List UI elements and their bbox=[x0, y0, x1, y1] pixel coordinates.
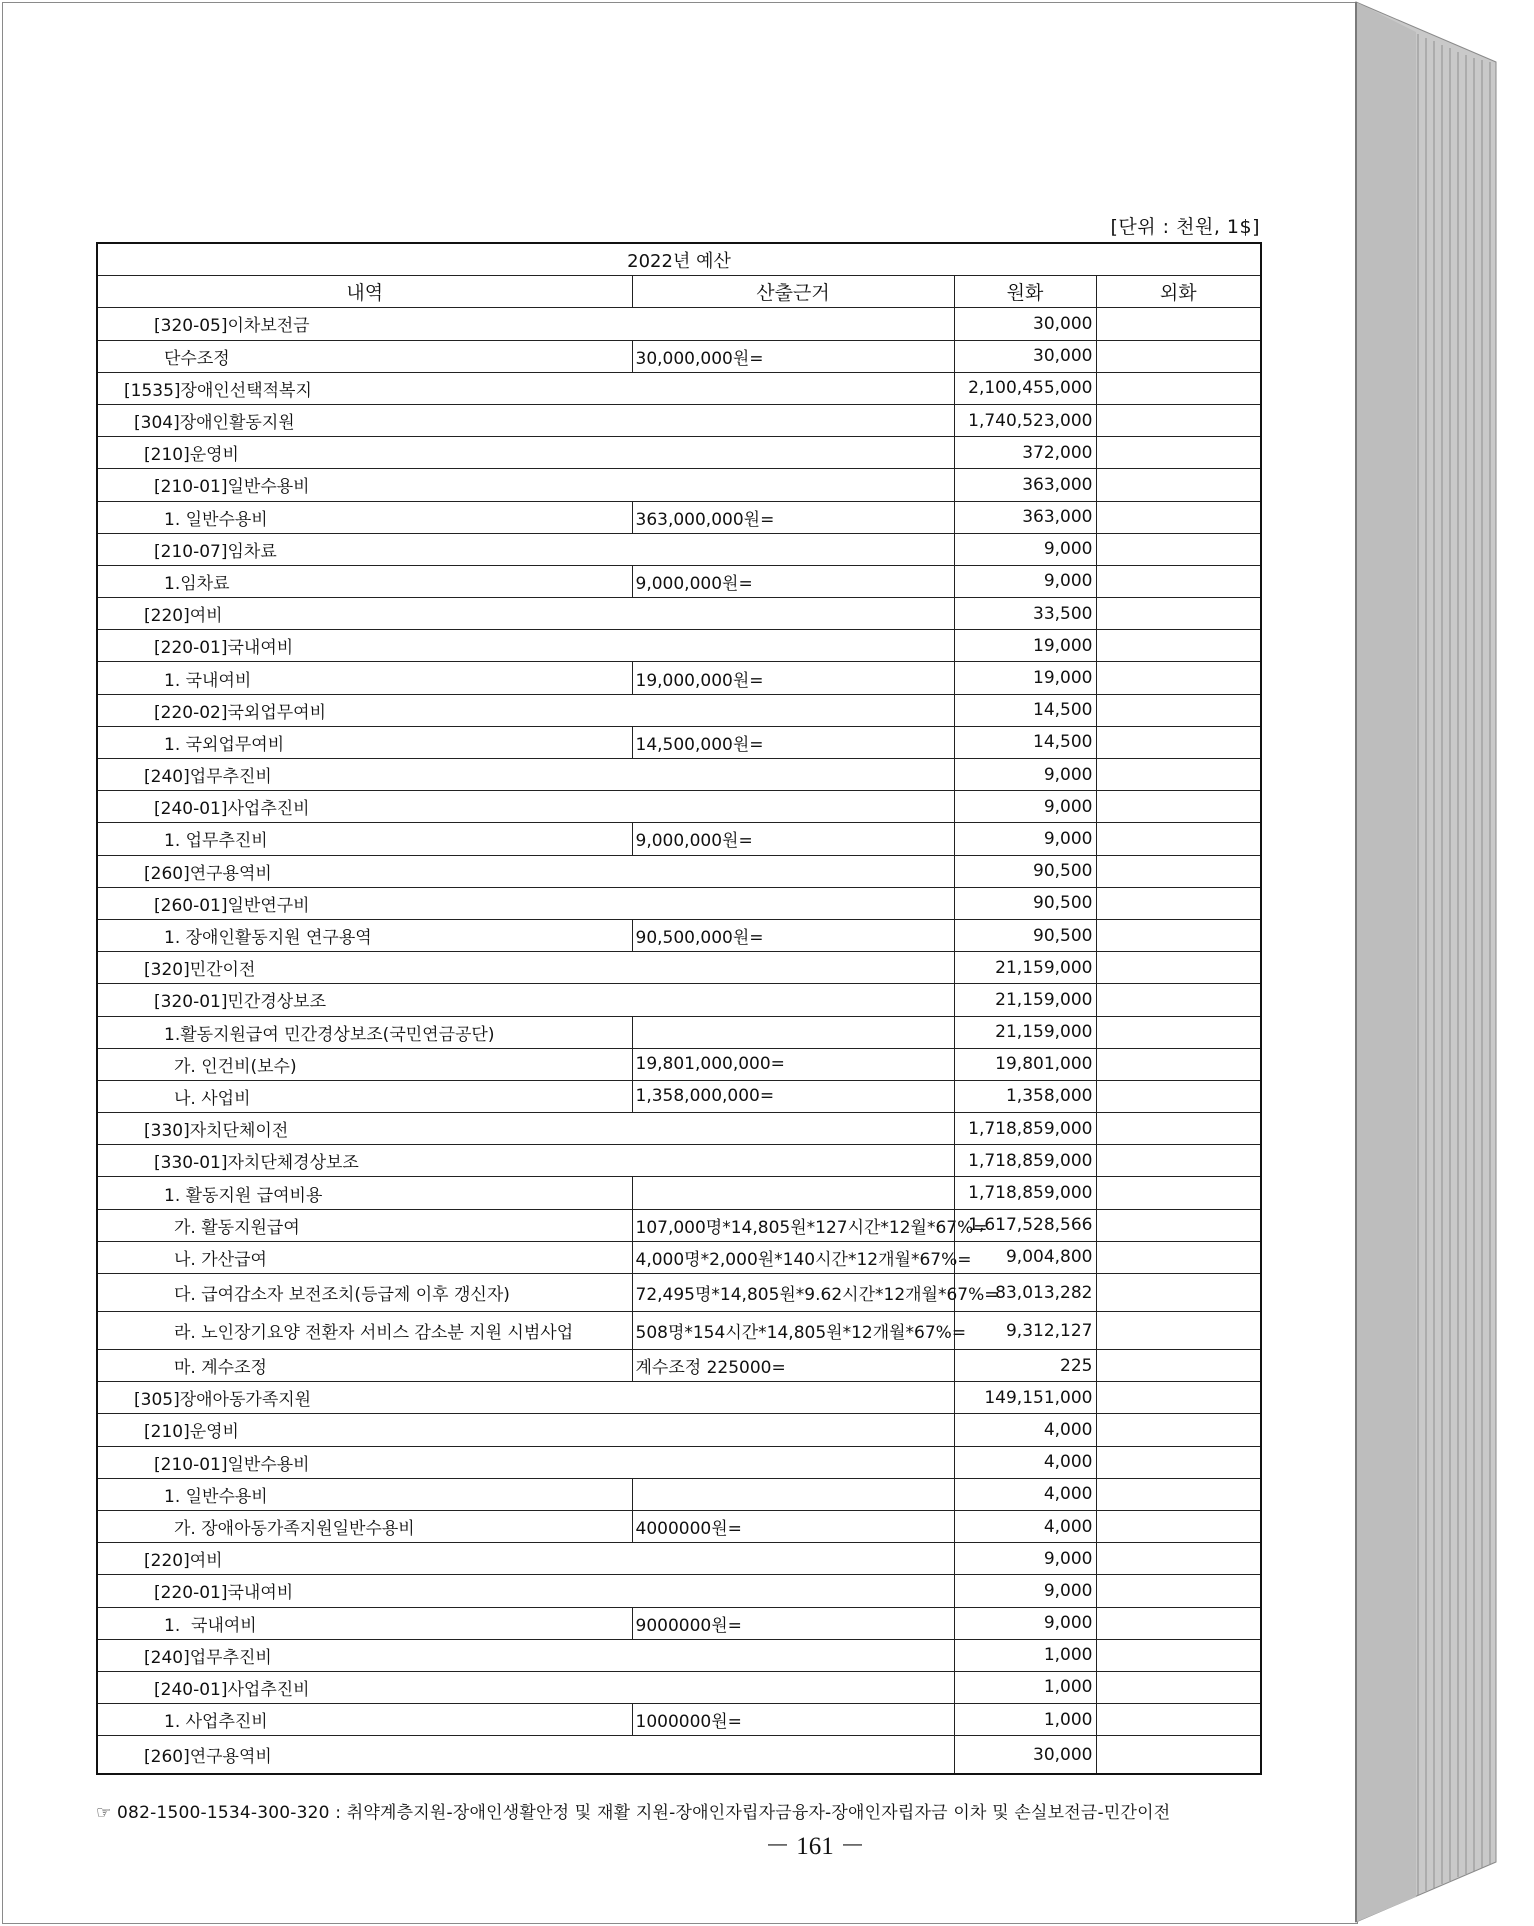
row-amount-krw: 21,159,000 bbox=[954, 1016, 1096, 1048]
row-amount-foreign bbox=[1096, 1478, 1261, 1510]
table-row bbox=[97, 437, 1261, 469]
table-row bbox=[97, 759, 1261, 791]
row-basis: 1000000원= bbox=[632, 1704, 954, 1736]
page-number-text: － 161 － bbox=[764, 1833, 865, 1860]
row-basis: 19,000,000원= bbox=[632, 662, 954, 694]
row-description: 단수조정 bbox=[97, 340, 632, 372]
row-amount-foreign bbox=[1096, 1575, 1261, 1607]
row-amount-krw: 9,000 bbox=[954, 1543, 1096, 1575]
page-stack-edge bbox=[1356, 2, 1496, 1922]
row-basis: 14,500,000원= bbox=[632, 726, 954, 758]
table-row bbox=[97, 1241, 1261, 1273]
table-row bbox=[97, 919, 1261, 951]
table-row bbox=[97, 469, 1261, 501]
row-description: 가. 활동지원급여 bbox=[97, 1209, 632, 1241]
row-amount-krw: 363,000 bbox=[954, 469, 1096, 501]
row-basis bbox=[632, 1478, 954, 1510]
row-basis: 9000000원= bbox=[632, 1607, 954, 1639]
table-row bbox=[97, 726, 1261, 758]
row-amount-krw: 30,000 bbox=[954, 340, 1096, 372]
row-amount-foreign bbox=[1096, 1543, 1261, 1575]
row-amount-foreign bbox=[1096, 1274, 1261, 1312]
table-row bbox=[97, 501, 1261, 533]
table-row bbox=[97, 404, 1261, 436]
row-amount-krw: 9,000 bbox=[954, 1575, 1096, 1607]
row-amount-krw: 14,500 bbox=[954, 726, 1096, 758]
table-row bbox=[97, 598, 1261, 630]
row-amount-foreign bbox=[1096, 1177, 1261, 1209]
row-amount-foreign bbox=[1096, 598, 1261, 630]
table-row bbox=[97, 340, 1261, 372]
row-amount-krw: 372,000 bbox=[954, 437, 1096, 469]
row-basis: 363,000,000원= bbox=[632, 501, 954, 533]
row-amount-foreign bbox=[1096, 952, 1261, 984]
row-amount-foreign bbox=[1096, 1145, 1261, 1177]
row-description: [260]연구용역비 bbox=[97, 855, 954, 887]
table-body bbox=[97, 308, 1261, 1774]
page-number bbox=[0, 1826, 1354, 1862]
header-foreign: 외화 bbox=[1096, 276, 1261, 308]
row-basis: 4000000원= bbox=[632, 1510, 954, 1542]
row-amount-krw: 90,500 bbox=[954, 919, 1096, 951]
table-row bbox=[97, 1274, 1261, 1312]
row-amount-krw: 30,000 bbox=[954, 1736, 1096, 1775]
table-row bbox=[97, 1575, 1261, 1607]
table-row bbox=[97, 630, 1261, 662]
table-row bbox=[97, 1671, 1261, 1703]
table-row bbox=[97, 533, 1261, 565]
row-amount-krw: 4,000 bbox=[954, 1446, 1096, 1478]
row-description: 라. 노인장기요양 전환자 서비스 감소분 지원 시범사업 bbox=[97, 1312, 632, 1350]
row-description: [220]여비 bbox=[97, 598, 954, 630]
row-amount-krw: 19,000 bbox=[954, 630, 1096, 662]
row-description: 1. 장애인활동지원 연구용역 bbox=[97, 919, 632, 951]
row-amount-krw: 1,358,000 bbox=[954, 1080, 1096, 1112]
row-amount-krw: 19,000 bbox=[954, 662, 1096, 694]
row-description: [1535]장애인선택적복지 bbox=[97, 372, 954, 404]
row-amount-foreign bbox=[1096, 1048, 1261, 1080]
row-amount-foreign bbox=[1096, 533, 1261, 565]
row-amount-foreign bbox=[1096, 1312, 1261, 1350]
row-description: [240]업무추진비 bbox=[97, 1639, 954, 1671]
row-amount-foreign bbox=[1096, 501, 1261, 533]
row-amount-krw: 4,000 bbox=[954, 1510, 1096, 1542]
footnote: ☞ 082-1500-1534-300-320 : 취약계층지원-장애인생활안정 및 재활 지원-장애인자립자금융자-장애인자립자금 이차 및 손실보전금-민간이전 bbox=[96, 1803, 1171, 1823]
row-amount-krw: 225 bbox=[954, 1350, 1096, 1382]
table-row bbox=[97, 823, 1261, 855]
row-amount-foreign bbox=[1096, 1736, 1261, 1775]
row-amount-foreign bbox=[1096, 404, 1261, 436]
table-row bbox=[97, 372, 1261, 404]
row-description: [320-05]이차보전금 bbox=[97, 308, 954, 340]
row-amount-foreign bbox=[1096, 1671, 1261, 1703]
row-basis: 1,358,000,000= bbox=[632, 1080, 954, 1112]
row-description: [220-02]국외업무여비 bbox=[97, 694, 954, 726]
row-amount-krw: 9,000 bbox=[954, 791, 1096, 823]
header-krw: 원화 bbox=[954, 276, 1096, 308]
row-amount-foreign bbox=[1096, 565, 1261, 597]
row-amount-foreign bbox=[1096, 791, 1261, 823]
row-amount-krw: 30,000 bbox=[954, 308, 1096, 340]
row-description: 1. 일반수용비 bbox=[97, 1478, 632, 1510]
row-amount-krw: 14,500 bbox=[954, 694, 1096, 726]
row-amount-krw: 363,000 bbox=[954, 501, 1096, 533]
table-row bbox=[97, 1607, 1261, 1639]
row-description: [240-01]사업추진비 bbox=[97, 791, 954, 823]
table-row bbox=[97, 662, 1261, 694]
row-description: [210]운영비 bbox=[97, 437, 954, 469]
row-description: 다. 급여감소자 보전조치(등급제 이후 갱신자) bbox=[97, 1274, 632, 1312]
row-amount-foreign bbox=[1096, 662, 1261, 694]
row-description: [220]여비 bbox=[97, 1543, 954, 1575]
row-amount-krw: 21,159,000 bbox=[954, 984, 1096, 1016]
table-row bbox=[97, 952, 1261, 984]
row-amount-foreign bbox=[1096, 855, 1261, 887]
row-description: [220-01]국내여비 bbox=[97, 1575, 954, 1607]
row-description: 1. 국외업무여비 bbox=[97, 726, 632, 758]
row-description: [210-01]일반수용비 bbox=[97, 469, 954, 501]
table-row bbox=[97, 1639, 1261, 1671]
row-amount-foreign bbox=[1096, 1080, 1261, 1112]
table-row bbox=[97, 1080, 1261, 1112]
row-basis: 9,000,000원= bbox=[632, 565, 954, 597]
row-amount-krw: 9,000 bbox=[954, 759, 1096, 791]
row-basis bbox=[632, 1177, 954, 1209]
row-amount-foreign bbox=[1096, 1607, 1261, 1639]
table-row bbox=[97, 1543, 1261, 1575]
table-row bbox=[97, 887, 1261, 919]
row-basis: 계수조정 225000= bbox=[632, 1350, 954, 1382]
header-basis: 산출근거 bbox=[632, 276, 954, 308]
row-basis: 9,000,000원= bbox=[632, 823, 954, 855]
row-amount-foreign bbox=[1096, 1209, 1261, 1241]
row-description: [320-01]민간경상보조 bbox=[97, 984, 954, 1016]
row-description: [304]장애인활동지원 bbox=[97, 404, 954, 436]
row-description: 1. 국내여비 bbox=[97, 662, 632, 694]
row-description: [260]연구용역비 bbox=[97, 1736, 954, 1775]
row-amount-foreign bbox=[1096, 694, 1261, 726]
row-basis: 90,500,000원= bbox=[632, 919, 954, 951]
row-description: [220-01]국내여비 bbox=[97, 630, 954, 662]
table-title: 2022년 예산 bbox=[97, 243, 1261, 276]
row-description: 1. 일반수용비 bbox=[97, 501, 632, 533]
row-amount-krw: 1,000 bbox=[954, 1639, 1096, 1671]
row-amount-krw: 90,500 bbox=[954, 887, 1096, 919]
table-row bbox=[97, 1510, 1261, 1542]
row-amount-foreign bbox=[1096, 1639, 1261, 1671]
unit-label: [단위 : 천원, 1$] bbox=[1110, 216, 1260, 238]
row-amount-foreign bbox=[1096, 308, 1261, 340]
row-amount-foreign bbox=[1096, 919, 1261, 951]
table-row bbox=[97, 694, 1261, 726]
row-amount-krw: 2,100,455,000 bbox=[954, 372, 1096, 404]
row-amount-foreign bbox=[1096, 340, 1261, 372]
row-description: 가. 인건비(보수) bbox=[97, 1048, 632, 1080]
row-amount-krw: 19,801,000 bbox=[954, 1048, 1096, 1080]
table-row bbox=[97, 1350, 1261, 1382]
table-row bbox=[97, 565, 1261, 597]
row-description: 1. 사업추진비 bbox=[97, 1704, 632, 1736]
row-amount-foreign bbox=[1096, 469, 1261, 501]
table-row bbox=[97, 1736, 1261, 1775]
table-row bbox=[97, 984, 1261, 1016]
row-description: 1. 활동지원 급여비용 bbox=[97, 1177, 632, 1209]
table-row bbox=[97, 1312, 1261, 1350]
row-amount-krw: 9,000 bbox=[954, 533, 1096, 565]
row-description: 나. 가산급여 bbox=[97, 1241, 632, 1273]
row-amount-krw: 149,151,000 bbox=[954, 1382, 1096, 1414]
row-amount-krw: 1,718,859,000 bbox=[954, 1177, 1096, 1209]
budget-table bbox=[96, 242, 1262, 1775]
row-description: 1.임차료 bbox=[97, 565, 632, 597]
row-basis: 30,000,000원= bbox=[632, 340, 954, 372]
table-row bbox=[97, 1145, 1261, 1177]
table-row bbox=[97, 791, 1261, 823]
row-amount-foreign bbox=[1096, 1016, 1261, 1048]
row-amount-foreign bbox=[1096, 1241, 1261, 1273]
row-description: [260-01]일반연구비 bbox=[97, 887, 954, 919]
row-basis: 4,000명*2,000원*140시간*12개월*67%= bbox=[632, 1241, 954, 1273]
table-row bbox=[97, 855, 1261, 887]
row-amount-foreign bbox=[1096, 372, 1261, 404]
table-row bbox=[97, 1478, 1261, 1510]
row-description: [320]민간이전 bbox=[97, 952, 954, 984]
row-amount-krw: 90,500 bbox=[954, 855, 1096, 887]
row-amount-foreign bbox=[1096, 1382, 1261, 1414]
row-description: [210-01]일반수용비 bbox=[97, 1446, 954, 1478]
row-amount-krw: 1,718,859,000 bbox=[954, 1145, 1096, 1177]
row-basis: 508명*154시간*14,805원*12개월*67%= bbox=[632, 1312, 954, 1350]
row-amount-foreign bbox=[1096, 1446, 1261, 1478]
row-amount-foreign bbox=[1096, 1350, 1261, 1382]
row-amount-krw: 9,000 bbox=[954, 1607, 1096, 1639]
row-amount-foreign bbox=[1096, 630, 1261, 662]
row-amount-krw: 1,617,528,566 bbox=[954, 1209, 1096, 1241]
row-amount-krw: 83,013,282 bbox=[954, 1274, 1096, 1312]
table-row bbox=[97, 308, 1261, 340]
table-row bbox=[97, 1382, 1261, 1414]
row-amount-foreign bbox=[1096, 1113, 1261, 1145]
row-amount-foreign bbox=[1096, 759, 1261, 791]
row-description: [240-01]사업추진비 bbox=[97, 1671, 954, 1703]
row-amount-foreign bbox=[1096, 1510, 1261, 1542]
table-row bbox=[97, 1048, 1261, 1080]
table-row bbox=[97, 1414, 1261, 1446]
row-description: [240]업무추진비 bbox=[97, 759, 954, 791]
row-description: 1.활동지원급여 민간경상보조(국민연금공단) bbox=[97, 1016, 632, 1048]
row-amount-krw: 1,718,859,000 bbox=[954, 1113, 1096, 1145]
row-description: 1. 국내여비 bbox=[97, 1607, 632, 1639]
row-amount-krw: 1,000 bbox=[954, 1671, 1096, 1703]
table-row bbox=[97, 1016, 1261, 1048]
row-amount-krw: 9,004,800 bbox=[954, 1241, 1096, 1273]
row-amount-foreign bbox=[1096, 984, 1261, 1016]
row-basis bbox=[632, 1016, 954, 1048]
row-amount-krw: 1,000 bbox=[954, 1704, 1096, 1736]
row-amount-foreign bbox=[1096, 437, 1261, 469]
row-amount-foreign bbox=[1096, 1704, 1261, 1736]
row-basis: 19,801,000,000= bbox=[632, 1048, 954, 1080]
row-description: [330]자치단체이전 bbox=[97, 1113, 954, 1145]
row-amount-foreign bbox=[1096, 726, 1261, 758]
row-basis: 107,000명*14,805원*127시간*12월*67%= bbox=[632, 1209, 954, 1241]
row-amount-foreign bbox=[1096, 1414, 1261, 1446]
row-description: 가. 장애아동가족지원일반수용비 bbox=[97, 1510, 632, 1542]
row-amount-foreign bbox=[1096, 887, 1261, 919]
row-description: [305]장애아동가족지원 bbox=[97, 1382, 954, 1414]
row-amount-krw: 33,500 bbox=[954, 598, 1096, 630]
row-amount-krw: 4,000 bbox=[954, 1414, 1096, 1446]
row-amount-krw: 4,000 bbox=[954, 1478, 1096, 1510]
table-row bbox=[97, 1704, 1261, 1736]
row-description: [330-01]자치단체경상보조 bbox=[97, 1145, 954, 1177]
table-row bbox=[97, 1113, 1261, 1145]
row-description: 1. 업무추진비 bbox=[97, 823, 632, 855]
table-row bbox=[97, 1209, 1261, 1241]
row-basis: 72,495명*14,805원*9.62시간*12개월*67%= bbox=[632, 1274, 954, 1312]
table-row bbox=[97, 1446, 1261, 1478]
table-row bbox=[97, 1177, 1261, 1209]
row-description: 나. 사업비 bbox=[97, 1080, 632, 1112]
row-amount-krw: 1,740,523,000 bbox=[954, 404, 1096, 436]
row-amount-krw: 21,159,000 bbox=[954, 952, 1096, 984]
row-amount-foreign bbox=[1096, 823, 1261, 855]
row-amount-krw: 9,000 bbox=[954, 565, 1096, 597]
row-amount-krw: 9,312,127 bbox=[954, 1312, 1096, 1350]
row-description: 마. 계수조정 bbox=[97, 1350, 632, 1382]
row-description: [210-07]임차료 bbox=[97, 533, 954, 565]
row-amount-krw: 9,000 bbox=[954, 823, 1096, 855]
header-description: 내역 bbox=[97, 276, 632, 308]
row-description: [210]운영비 bbox=[97, 1414, 954, 1446]
